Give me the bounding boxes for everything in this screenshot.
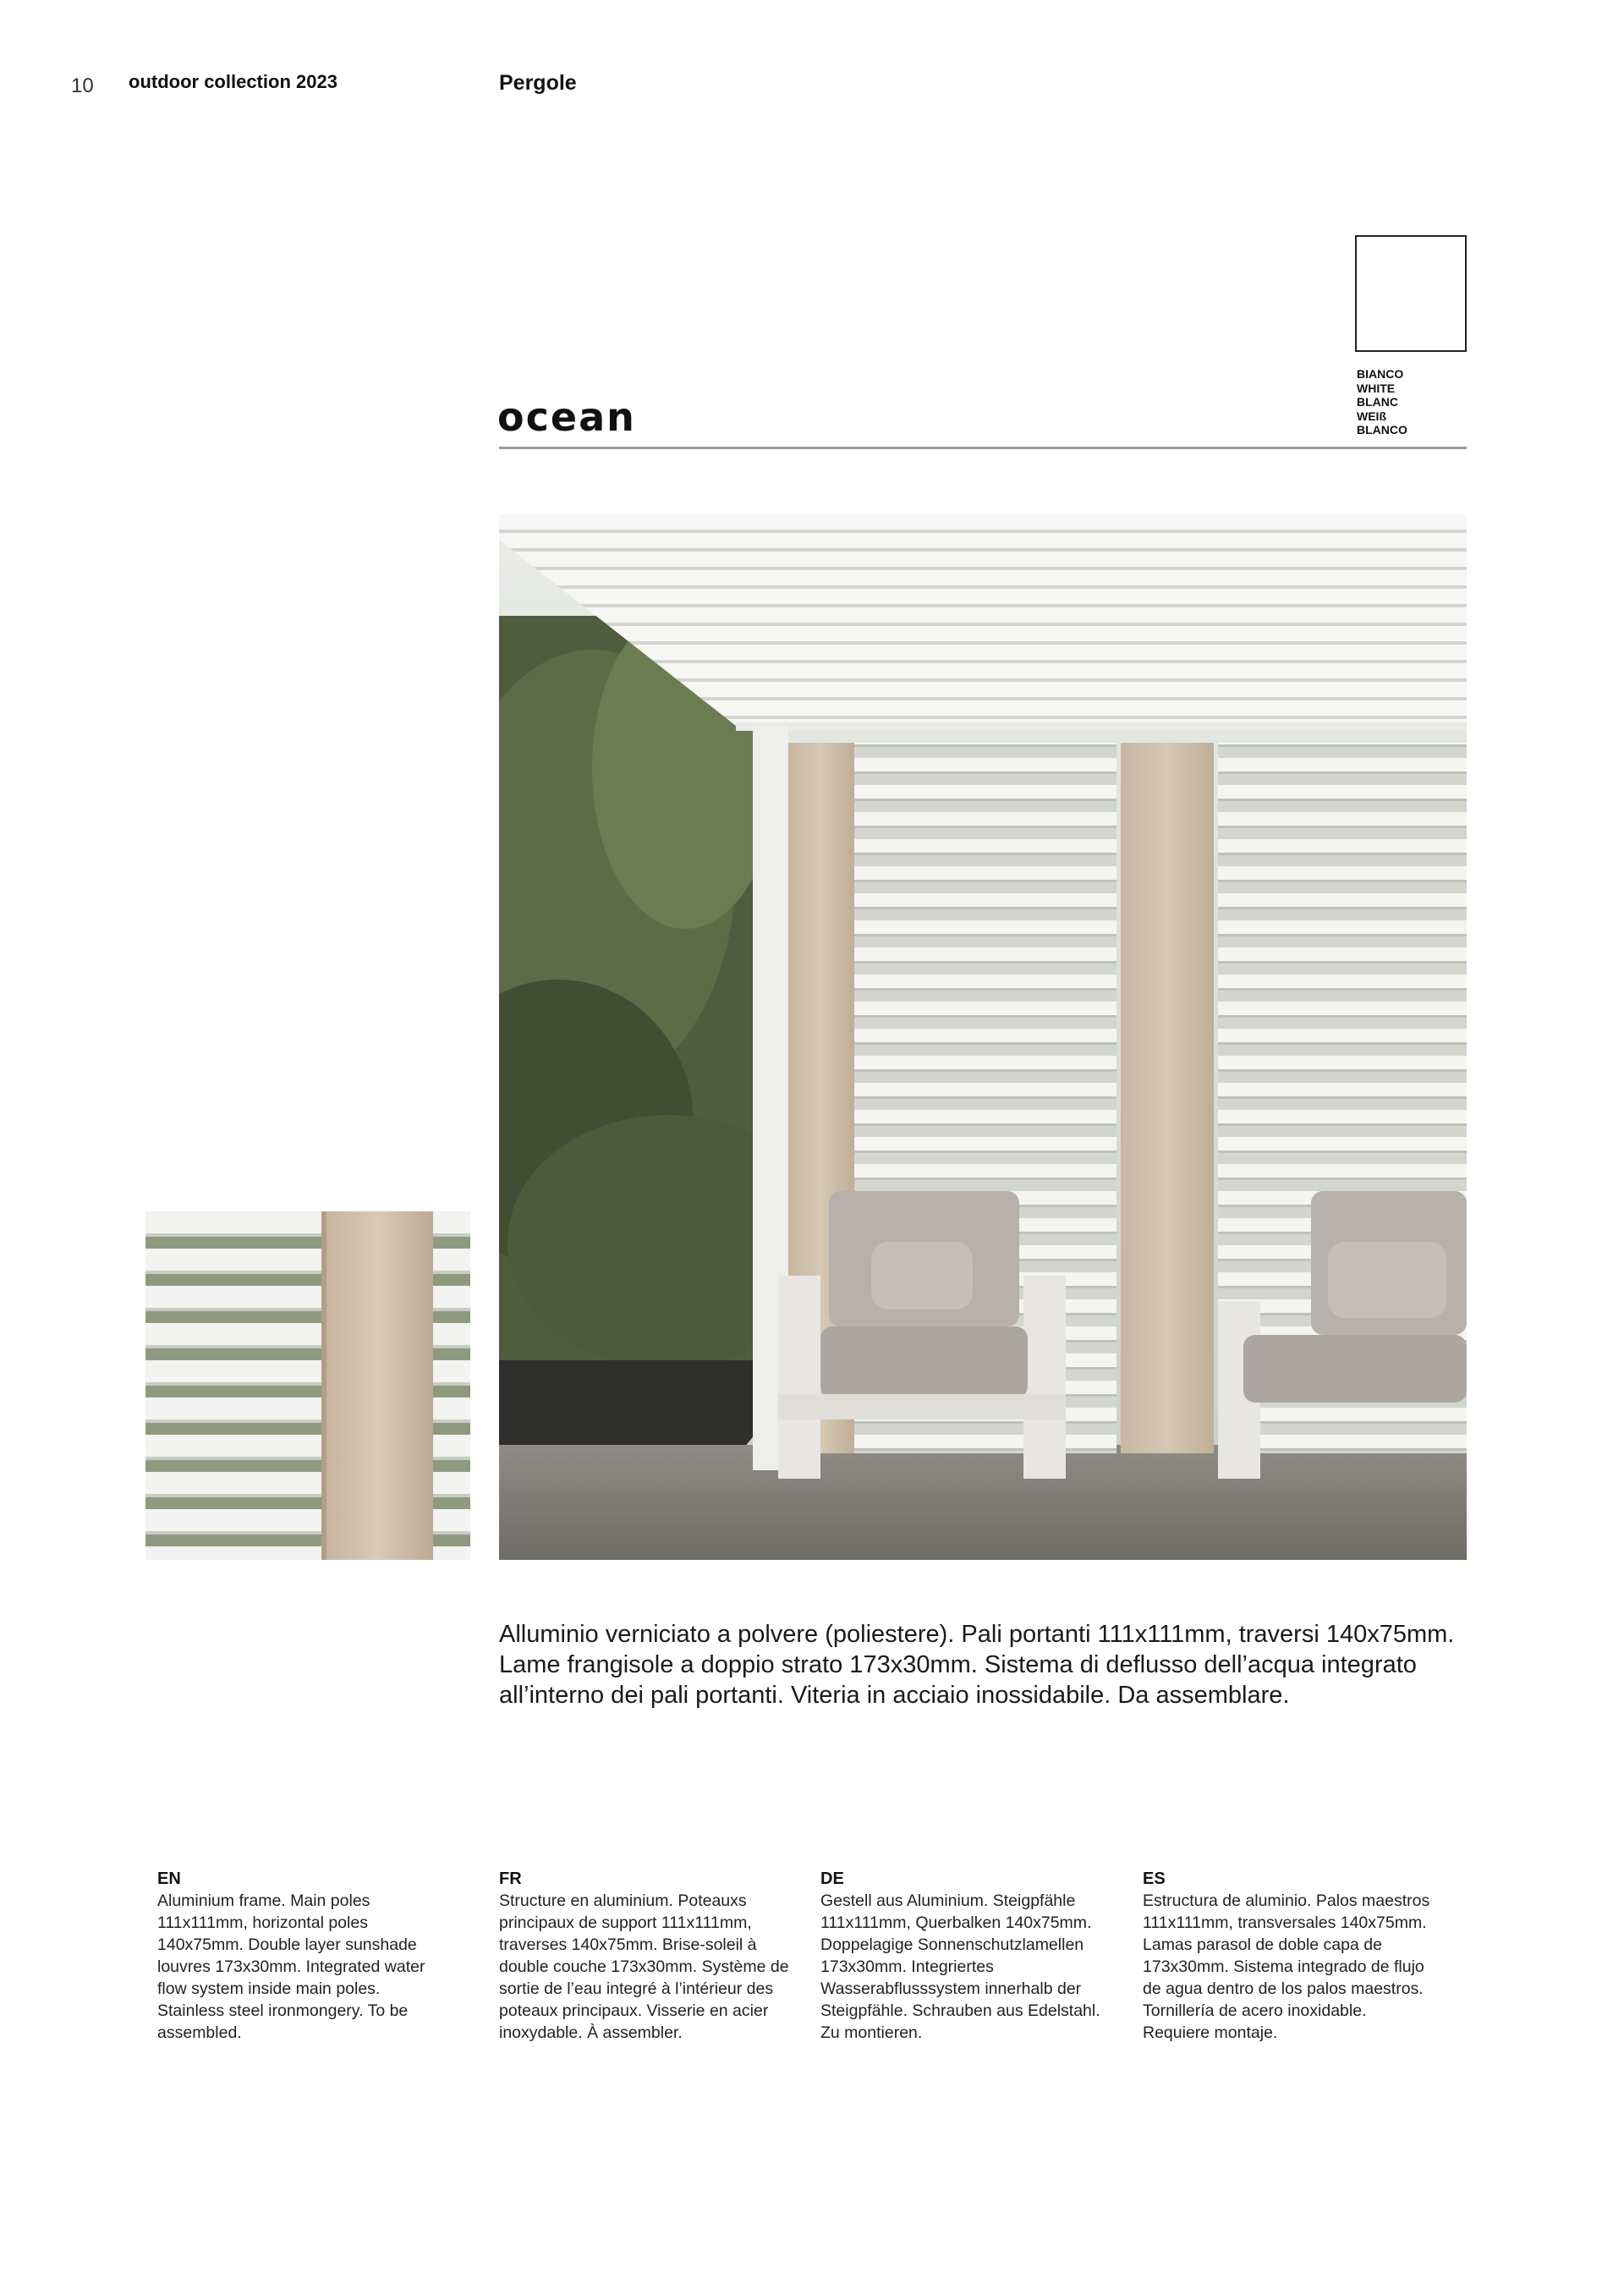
description-italian: Alluminio verniciato a polvere (poliestere). Pali portanti 111x111mm, traversi 140x75mm. Lame frangisole a doppio strato 173x30mm. Sistema di deflusso dell’acqua integrato all’interno dei pali portanti. Viteria in acciaio inossidabile. Da assemblare.	[499, 1621, 1455, 1709]
detail-louvre-photo	[145, 1211, 470, 1560]
swatch-color-names	[1357, 367, 1407, 437]
swatch-name-it: BIANCO	[1357, 367, 1404, 381]
main-product-photo	[499, 514, 1467, 1560]
description-column-en	[157, 1868, 449, 2044]
swatch-name-fr: BLANC	[1357, 395, 1398, 409]
language-text: Structure en aluminium. Poteauxs principaux de support 111x111mm, traverses 140x75mm. Brise-soleil à double couche 173x30mm. Système de sortie de l’eau integré à l’intérieur des poteaux principaux. Visserie en acier inoxydable. À assembler.	[499, 1891, 789, 2042]
swatch-name-de: WEIß	[1357, 409, 1386, 423]
language-code: EN	[157, 1869, 181, 1888]
language-text: Estructura de aluminio. Palos maestros 111x111mm, transversales 140x75mm. Lamas parasol de doble capa de 173x30mm. Sistema integrado de flujo de agua dentro de los palos maestros. Tornillería de acero inoxidable. Requiere montaje.	[1143, 1891, 1430, 2042]
language-code: FR	[499, 1869, 522, 1888]
description-column-de	[820, 1868, 1112, 2044]
title-divider	[499, 447, 1467, 449]
language-code: DE	[820, 1869, 844, 1888]
color-swatch-white	[1355, 235, 1467, 352]
language-code: ES	[1143, 1869, 1166, 1888]
product-title: ocean	[497, 394, 636, 440]
page-number: 10	[71, 74, 94, 97]
language-text: Gestell aus Aluminium. Steigpfähle 111x111mm, Querbalken 140x75mm. Doppelagige Sonnenschutzlamellen 173x30mm. Integriertes Wasserabflusssystem innerhalb der Steigpfähle. Schrauben aus Edelstahl. Zu montieren.	[820, 1891, 1100, 2042]
collection-title: outdoor collection 2023	[129, 71, 337, 92]
description-column-es	[1143, 1868, 1435, 2044]
swatch-name-en: WHITE	[1357, 381, 1396, 395]
swatch-name-es: BLANCO	[1357, 423, 1407, 436]
language-text: Aluminium frame. Main poles 111x111mm, horizontal poles 140x75mm. Double layer sunshade louvres 173x30mm. Integrated water flow system inside main poles. Stainless steel ironmongery. To be assembled.	[157, 1891, 425, 2042]
section-title: Pergole	[499, 71, 577, 95]
description-column-fr	[499, 1868, 791, 2044]
